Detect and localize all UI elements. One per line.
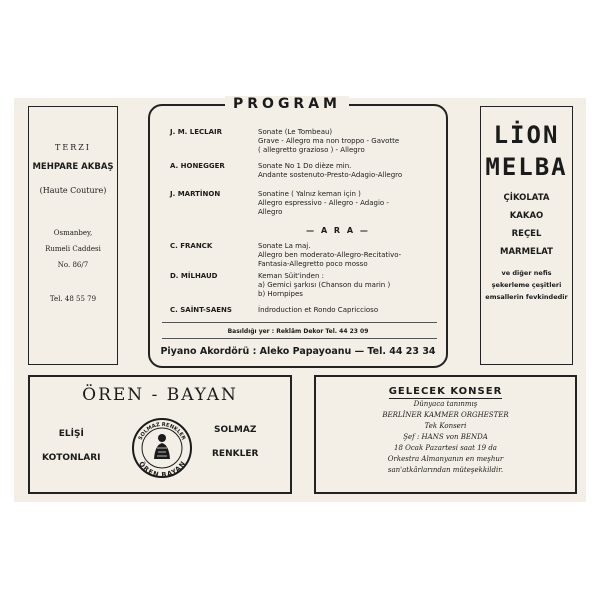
lion-melba-ad <box>480 106 573 365</box>
program-title: PROGRAM <box>225 96 349 112</box>
oren-left-text <box>42 429 101 463</box>
tailor-district: Osmanbey, <box>53 229 93 237</box>
tailor-label: TERZI <box>55 143 91 152</box>
product-item: KAKAO <box>509 211 544 221</box>
tailor-street: Rumeli Caddesi <box>45 245 101 253</box>
oren-left-line: ELİŞİ <box>58 429 84 439</box>
concert-line: BERLİNER KAMMER ORGHESTER <box>382 411 509 419</box>
oren-bayan-ad <box>28 375 292 494</box>
brand-note <box>481 267 572 303</box>
note-line: şekerleme çeşitleri <box>491 281 562 289</box>
concert-line: Şef : HANS von BENDA <box>403 433 488 441</box>
work-line: a) Gemici şarkısı (Chanson du marin ) <box>258 281 391 289</box>
composer-name: C. SAİNT-SAENS <box>170 306 232 314</box>
svg-text:ÖREN BAYAN <box>137 459 187 479</box>
concert-line: Orkestra Almanyanın en meşhur <box>387 455 504 463</box>
tailor-number: No. 86/7 <box>57 261 89 269</box>
product-item: REÇEL <box>511 229 542 239</box>
oren-left-line: KOTONLARI <box>42 453 101 463</box>
divider <box>162 322 437 323</box>
concert-line: Tek Konseri <box>424 422 467 430</box>
logo-bottom-text: ÖREN BAYAN <box>137 459 187 479</box>
tailor-phone: Tel. 48 55 79 <box>49 295 97 303</box>
work-description <box>258 162 438 180</box>
program-box <box>148 96 448 368</box>
work-line: Sonate No 1 Do dièze min. <box>258 162 352 170</box>
concert-line: 18 Ocak Pazartesi saat 19 da <box>394 444 497 452</box>
tailor-style: (Haute Couture) <box>39 186 107 195</box>
work-line: Grave - Allegro ma non troppo - Gavotte <box>258 137 400 145</box>
composer-name: J. MARTİNON <box>170 190 221 198</box>
note-line: emsallerin fevkindedir <box>485 293 568 301</box>
work-description <box>258 190 438 217</box>
concert-line: san'atkârlarından müteşekkildir. <box>387 466 504 474</box>
work-line: Keman Süit'inden : <box>258 272 324 280</box>
work-description <box>258 242 438 269</box>
program-sheet <box>14 98 586 502</box>
brand-line-1: LİON <box>493 121 560 149</box>
composer-name: J. M. LECLAIR <box>170 128 223 136</box>
composer-name: A. HONEGGER <box>170 162 225 170</box>
divider <box>162 338 437 339</box>
work-line: Allegro <box>258 208 283 216</box>
product-item: ÇİKOLATA <box>503 193 550 203</box>
oren-right-line: SOLMAZ <box>214 425 257 435</box>
product-item: MARMELAT <box>500 247 553 257</box>
work-line: Sonatine ( Yalnız keman için ) <box>258 190 361 198</box>
oren-right-text <box>212 425 258 459</box>
work-line: Sonate La maj. <box>258 242 311 250</box>
work-line: Allegro espressivo - Allegro - Adagio - <box>258 199 389 207</box>
work-line: İndroduction et Rondo Capriccioso <box>258 306 379 314</box>
concert-line: Dünyaca tanınmış <box>413 400 478 408</box>
tailor-ad <box>28 106 118 365</box>
printed-by: Basıldığı yer : Reklâm Dekor Tel. 44 23 09 <box>227 328 369 335</box>
work-line: Fantasia-Allegretto poco mosso <box>258 260 368 268</box>
work-line: ( allegretto grazioso ) - Allegro <box>258 146 365 154</box>
work-description <box>258 272 438 299</box>
logo-top-text: SOLMAZ RENKLER <box>137 421 187 442</box>
concert-title: GELECEK KONSER <box>388 386 503 397</box>
brand-line-2: MELBA <box>485 153 568 181</box>
next-concert-ad <box>314 375 577 494</box>
work-line: b) Hornpipes <box>258 290 303 298</box>
tailor-name: MEHPARE AKBAŞ <box>32 162 114 172</box>
oren-right-line: RENKLER <box>212 449 259 459</box>
work-line: Allegro ben moderato-Allegro-Recitativo- <box>258 251 402 259</box>
work-description <box>258 306 438 315</box>
piano-tuner: Piyano Akordörü : Aleko Papayoanu — Tel. 44 23 34 <box>160 346 436 357</box>
composer-name: D. MİLHAUD <box>170 272 218 280</box>
intermission-label: — A R A — <box>306 226 370 235</box>
oren-title: ÖREN - BAYAN <box>82 385 238 405</box>
note-line: ve diğer nefis <box>501 269 552 277</box>
work-description <box>258 128 438 155</box>
oren-logo-emblem <box>131 417 193 479</box>
composer-name: C. FRANCK <box>170 242 213 250</box>
work-line: Sonate (Le Tombeau) <box>258 128 333 136</box>
work-line: Andante sostenuto-Presto-Adagio-Allegro <box>258 171 403 179</box>
